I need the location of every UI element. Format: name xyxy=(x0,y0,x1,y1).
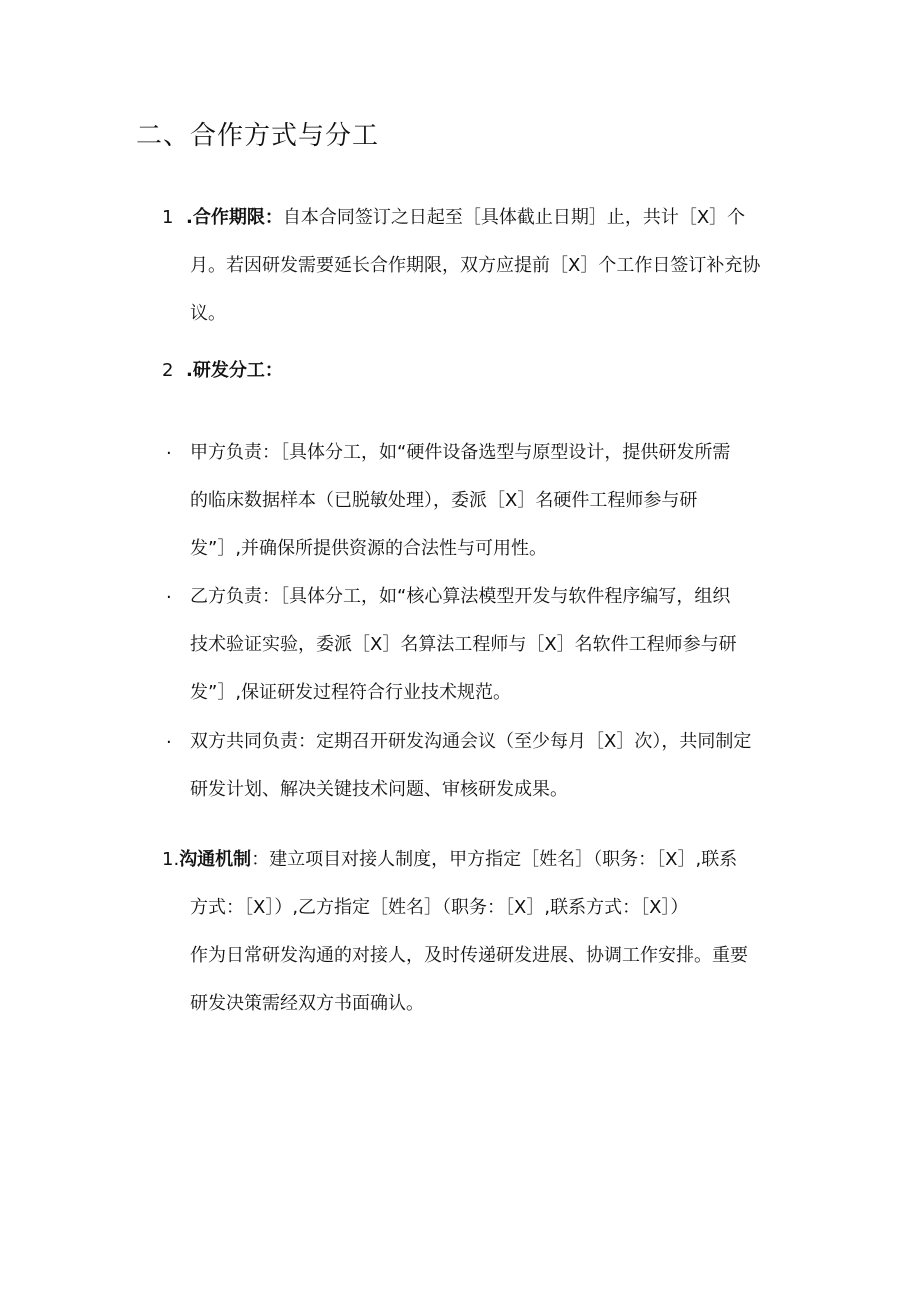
bullet-3-line2: 研发计划、解决关键技术问题、审核研发成果。 xyxy=(190,779,568,800)
section3-line1 xyxy=(162,846,737,874)
section1-line1-text: 自本合同签订之日起至［具体截止日期］止，共计［X］个 xyxy=(282,207,746,228)
bullet-3-line1: 双方共同负责：定期召开研发沟通会议（至少每月［X］次），共同制定 xyxy=(190,731,752,752)
bullet-2-line3: 发”］,保证研发过程符合行业技术规范。 xyxy=(190,682,512,703)
section3-number: 1. xyxy=(162,849,180,870)
section1-number: 1 xyxy=(162,207,174,228)
section3-label: 沟通机制 xyxy=(179,849,252,870)
bullet-1-marker: · xyxy=(166,443,172,464)
section2-label: .研发分工： xyxy=(186,360,283,381)
section3-line2: 方式：［X］）,乙方指定［姓名］（职务：［X］,联系方式：［X］） xyxy=(190,897,689,918)
section3-line3: 作为日常研发沟通的对接人，及时传递研发进展、协调工作安排。重要 xyxy=(190,945,748,966)
section3-line4: 研发决策需经双方书面确认。 xyxy=(190,993,424,1014)
bullet-1-line2: 的临床数据样本（已脱敏处理），委派［X］名硬件工程师参与研 xyxy=(190,490,698,511)
bullet-2-marker: · xyxy=(166,587,172,608)
section-heading: 二、合作方式与分工 xyxy=(136,121,380,151)
bullet-3-marker: · xyxy=(166,732,172,753)
section1-line2: 月。若因研发需要延长合作期限，双方应提前［X］个工作日签订补充协 xyxy=(190,255,761,276)
section1-label: .合作期限： xyxy=(186,207,283,228)
section1-line3: 议。 xyxy=(190,303,226,324)
bullet-2-line1: 乙方负责：［具体分工，如“核心算法模型开发与软件程序编写，组织 xyxy=(190,586,731,607)
section1-line1 xyxy=(186,204,745,232)
bullet-1-line1: 甲方负责：［具体分工，如“硬件设备选型与原型设计，提供研发所需 xyxy=(190,442,731,463)
bullet-2-line2: 技术验证实验，委派［X］名算法工程师与［X］名软件工程师参与研 xyxy=(190,634,737,655)
section2-number: 2 xyxy=(162,360,174,381)
section3-line1-text: ：建立项目对接人制度，甲方指定［姓名］（职务：［X］,联系 xyxy=(251,849,738,870)
bullet-1-line3: 发”］,并确保所提供资源的合法性与可用性。 xyxy=(190,538,548,559)
